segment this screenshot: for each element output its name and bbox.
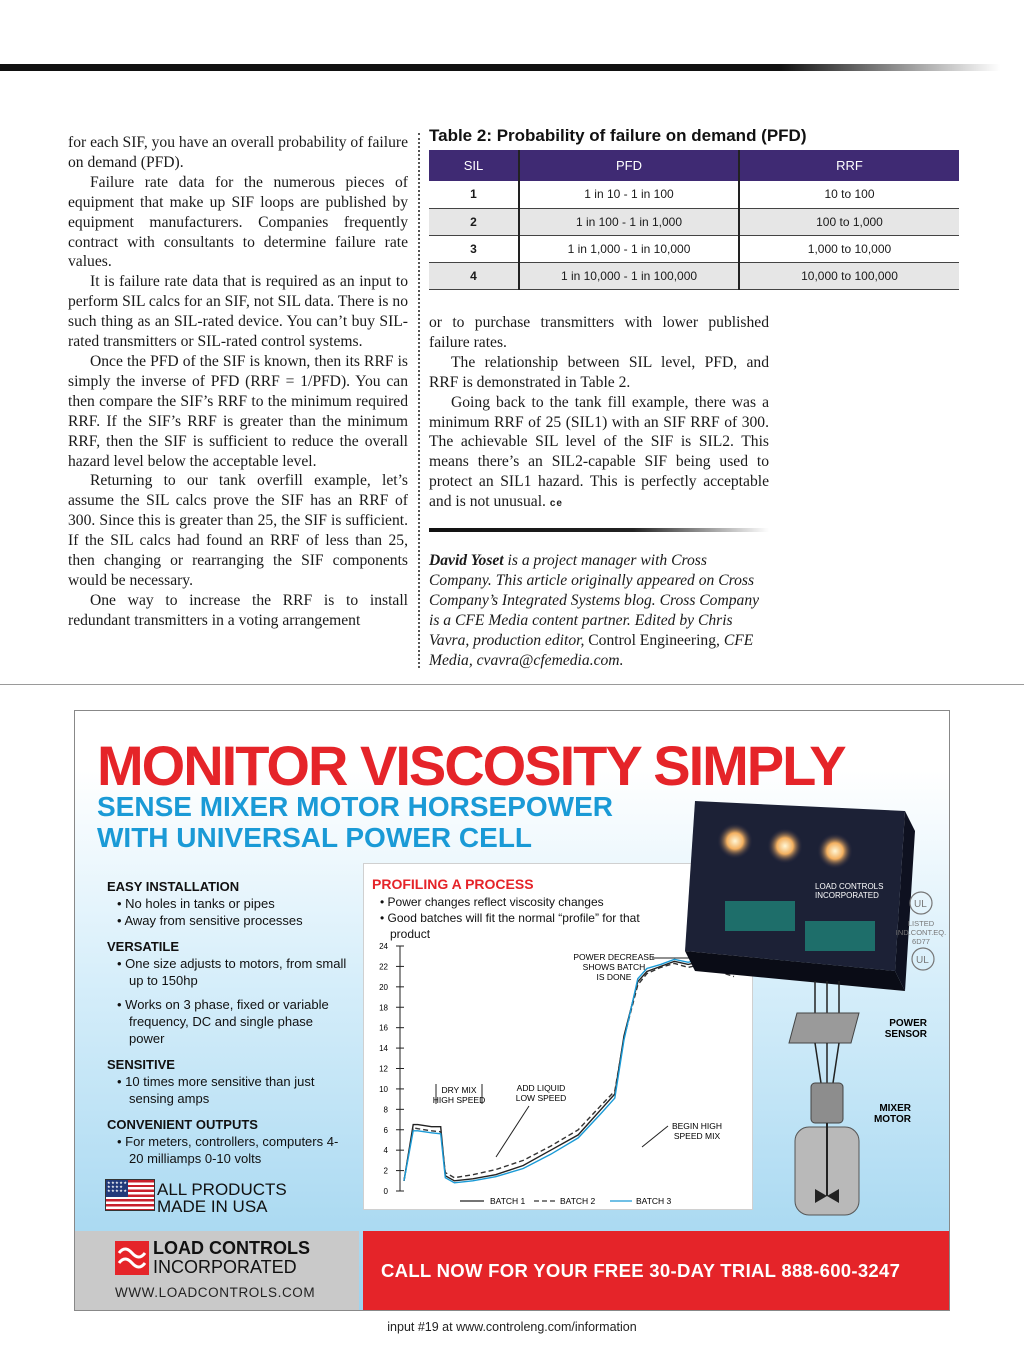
y-tick-label: 6 [383, 1125, 388, 1135]
table-cell: 1 [429, 181, 519, 208]
table-cell: 1,000 to 10,000 [739, 235, 959, 262]
feature-bullet: • Away from sensitive processes [117, 913, 303, 928]
company-name [153, 1239, 310, 1277]
cul-mark: UL [916, 955, 929, 966]
profile-bullet: • Power changes reflect viscosity changes [380, 895, 604, 909]
power-sensor-label-line: SENSOR [884, 1029, 927, 1040]
ad-subheadline [97, 791, 613, 853]
listed-label: LISTED [907, 919, 935, 928]
article-paragraph-text: Going back to the tank fill example, there was a minimum RRF of 25 (SIL1) with an SIF RRF of 300. The achievable SIL level of the SIF is SIL2. This means there’s an SIL2-capable SIF being used to protect an SIL1 hazard. This is perfectly acceptable and is not unusual. [429, 393, 769, 511]
feature-list [107, 878, 347, 1167]
table-cell: 1 in 10 - 1 in 100 [519, 181, 739, 208]
terminal-block [805, 921, 875, 951]
listed-code: 6D77 [912, 937, 930, 946]
table-cell: 4 [429, 262, 519, 289]
table-cell: 2 [429, 208, 519, 235]
y-tick-label: 0 [383, 1187, 388, 1196]
article-left-column [68, 133, 408, 631]
feature-title: CONVENIENT OUTPUTS [107, 1117, 258, 1132]
y-tick-label: 2 [383, 1166, 388, 1176]
logo-wave-icon [115, 1241, 149, 1275]
mixer-motor-label-line: MOTOR [873, 1114, 911, 1125]
company-url[interactable]: WWW.LOADCONTROLS.COM [115, 1285, 316, 1300]
indicator-light [717, 823, 753, 859]
power-sensor-label: POWER [889, 1018, 927, 1029]
table-cell: 3 [429, 235, 519, 262]
y-tick-label: 10 [379, 1084, 388, 1094]
article-paragraph: Once the PFD of the SIF is known, then its RRF is simply the inverse of PFD (RRF = 1/PFD). You can then compare the SIF’s RRF to the minimum required RRF. If the SIF’s RRF is greater than the minimum RRF, then the SIF is sufficient to reduce the overall hazard level below the acceptable level. [68, 352, 408, 470]
ad-headline: MONITOR VISCOSITY SIMPLY [97, 734, 845, 797]
article-paragraph: or to purchase transmitters with lower published failure rates. [429, 314, 769, 351]
article-paragraph: Returning to our tank overfill example, let’s assume the SIL calcs prove the SIF has an RRF of 300. Since this is greater than 25, the SIF is sufficient. If the SIL calcs had found an RRF of less than 25, then changing or rearranging the SIF components would be necessary. [68, 472, 408, 589]
y-tick-label: 24 [379, 942, 388, 951]
table-cell: 1 in 10,000 - 1 in 100,000 [519, 262, 739, 289]
terminal-block [725, 901, 795, 931]
article-paragraph: One way to increase the RRF is to install redundant transmitters in a voting arrangement [68, 591, 408, 629]
table-cell: 1 in 100 - 1 in 1,000 [519, 208, 739, 235]
bio-text: is a project manager with Cross Company. This article originally appeared on Cross Company’s Integrated Systems blog. Cross Company is a CFE Media content partner. Edited by Chris Vavra, production editor, [429, 552, 760, 649]
device-brand-line: INCORPORATED [815, 891, 879, 900]
article-right-column [429, 313, 769, 514]
article-paragraph [429, 393, 769, 514]
feature-bullet: • Works on 3 phase, fixed or variable frequency, DC and single phase power [117, 997, 329, 1046]
table-cell: 1 in 1,000 - 1 in 10,000 [519, 235, 739, 262]
load-controls-logo-icon [115, 1241, 149, 1275]
chart-title: PROFILING A PROCESS [372, 876, 534, 892]
company-name-line: INCORPORATED [153, 1257, 297, 1277]
article-paragraph: It is failure rate data that is required as an input to perform SIL calcs for an SIF, not SIL data. There is no such thing as an SIL-rated device. You can’t buy SIL-rated transmitters or SIL-rated control systems. [68, 273, 408, 351]
article-paragraph: for each SIF, you have an overall probability of failure on demand (PFD). [68, 134, 408, 171]
mixer-motor-icon [811, 1083, 843, 1123]
y-tick-label: 8 [383, 1105, 388, 1115]
column-divider [418, 133, 420, 668]
article-paragraph: Failure rate data for the numerous pieces of equipment that make up SIF loops are published by equipment manufacturers. Companies frequently contract with consultants to determine failure rate values. [68, 173, 408, 271]
feature-bullet: • No holes in tanks or pipes [117, 896, 275, 911]
article-paragraph: The relationship between SIL level, PFD, and RRF is demonstrated in Table 2. [429, 353, 769, 391]
company-name-line: LOAD CONTROLS [153, 1238, 310, 1258]
table-row [429, 181, 959, 208]
call-to-action-panel[interactable] [363, 1231, 950, 1311]
annotation-begin-high: BEGIN HIGH [671, 1121, 723, 1131]
feature-bullet: • For meters, controllers, computers 4-20 milliamps 0-10 volts [117, 1134, 339, 1166]
publication-name: Control Engineering [588, 631, 717, 649]
indicator-light [767, 828, 803, 864]
author-name: David Yoset [429, 552, 504, 569]
ad-subheadline-line: SENSE MIXER MOTOR HORSEPOWER [97, 791, 613, 822]
feature-title: SENSITIVE [107, 1057, 175, 1072]
bio-text: , CFE Media, cvavra@cfemedia.com. [429, 631, 754, 669]
reader-input-line[interactable]: input #19 at www.controleng.com/information [387, 1320, 637, 1334]
annotation-power-decrease: POWER DECREASE [573, 952, 655, 962]
annotation-is-done: IS DONE [596, 972, 632, 982]
device-brand: LOAD CONTROLS [815, 882, 884, 891]
made-in-usa [157, 1181, 287, 1215]
feature-bullet: • 10 times more sensitive than just sensing amps [117, 1074, 315, 1106]
end-mark: ce [549, 498, 563, 510]
feature-title: EASY INSTALLATION [107, 879, 240, 894]
annotation-pointer [496, 1106, 529, 1157]
table-cell: 10,000 to 100,000 [739, 262, 959, 289]
company-panel[interactable] [75, 1231, 359, 1311]
top-rule [0, 64, 1000, 71]
made-in-usa-line: ALL PRODUCTS [157, 1180, 287, 1199]
listed-category: IND.CONT.EQ. [895, 928, 947, 937]
y-tick-label: 4 [383, 1146, 388, 1156]
author-bio [429, 551, 769, 670]
annotation-add-liquid-speed: LOW SPEED [515, 1093, 567, 1103]
advertisement[interactable] [74, 710, 950, 1311]
legend-batch-3: BATCH 3 [636, 1196, 672, 1206]
power-sensor-icon [789, 1013, 859, 1043]
table-row [429, 235, 959, 262]
table-header-pfd: PFD [519, 150, 739, 181]
mixer-motor-label: MIXER [879, 1103, 911, 1114]
y-tick-label: 20 [379, 982, 388, 992]
feature-title: VERSATILE [107, 939, 179, 954]
annotation-begin-high-speed: SPEED MIX [673, 1131, 721, 1141]
table-cell: 100 to 1,000 [739, 208, 959, 235]
pfd-table [429, 150, 959, 290]
table-header-sil: SIL [429, 150, 519, 181]
table-cell: 10 to 100 [739, 181, 959, 208]
legend-batch-2: BATCH 2 [560, 1196, 596, 1206]
table-header-rrf: RRF [739, 150, 959, 181]
wire [815, 1043, 821, 1083]
made-in-usa-line: MADE IN USA [157, 1197, 268, 1216]
ul-mark: UL [914, 899, 927, 910]
bio-divider [429, 528, 769, 532]
y-tick-label: 14 [379, 1044, 388, 1054]
table-row [429, 208, 959, 235]
y-tick-label: 16 [379, 1023, 388, 1033]
table-title: Table 2: Probability of failure on demand (PFD) [429, 126, 807, 145]
indicator-light [817, 833, 853, 869]
y-tick-label: 12 [379, 1064, 388, 1074]
y-tick-label: 22 [379, 962, 388, 972]
annotation-dry-mix: DRY MIX [441, 1085, 477, 1095]
y-tick-label: 18 [379, 1003, 388, 1013]
wire [833, 1043, 839, 1083]
annotation-add-liquid: ADD LIQUID [516, 1083, 566, 1093]
power-cell-device-illustration [665, 791, 950, 1221]
section-divider [0, 684, 1024, 685]
ad-subheadline-line: WITH UNIVERSAL POWER CELL [97, 822, 533, 853]
annotation-shows-batch: SHOWS BATCH [582, 962, 646, 972]
annotation-dry-mix-speed: HIGH SPEED [432, 1095, 486, 1105]
feature-bullet: • One size adjusts to motors, from small up to 150hp [117, 956, 347, 988]
table-row [429, 262, 959, 289]
profile-bullet: • Good batches will fit the normal “profile” for that product [380, 911, 640, 941]
call-to-action[interactable]: CALL NOW FOR YOUR FREE 30-DAY TRIAL 888-600-3247 [381, 1260, 901, 1281]
us-flag-icon: ★★★★★ ★★★★ ★★★★★ [105, 1179, 155, 1211]
legend-batch-1: BATCH 1 [490, 1196, 526, 1206]
